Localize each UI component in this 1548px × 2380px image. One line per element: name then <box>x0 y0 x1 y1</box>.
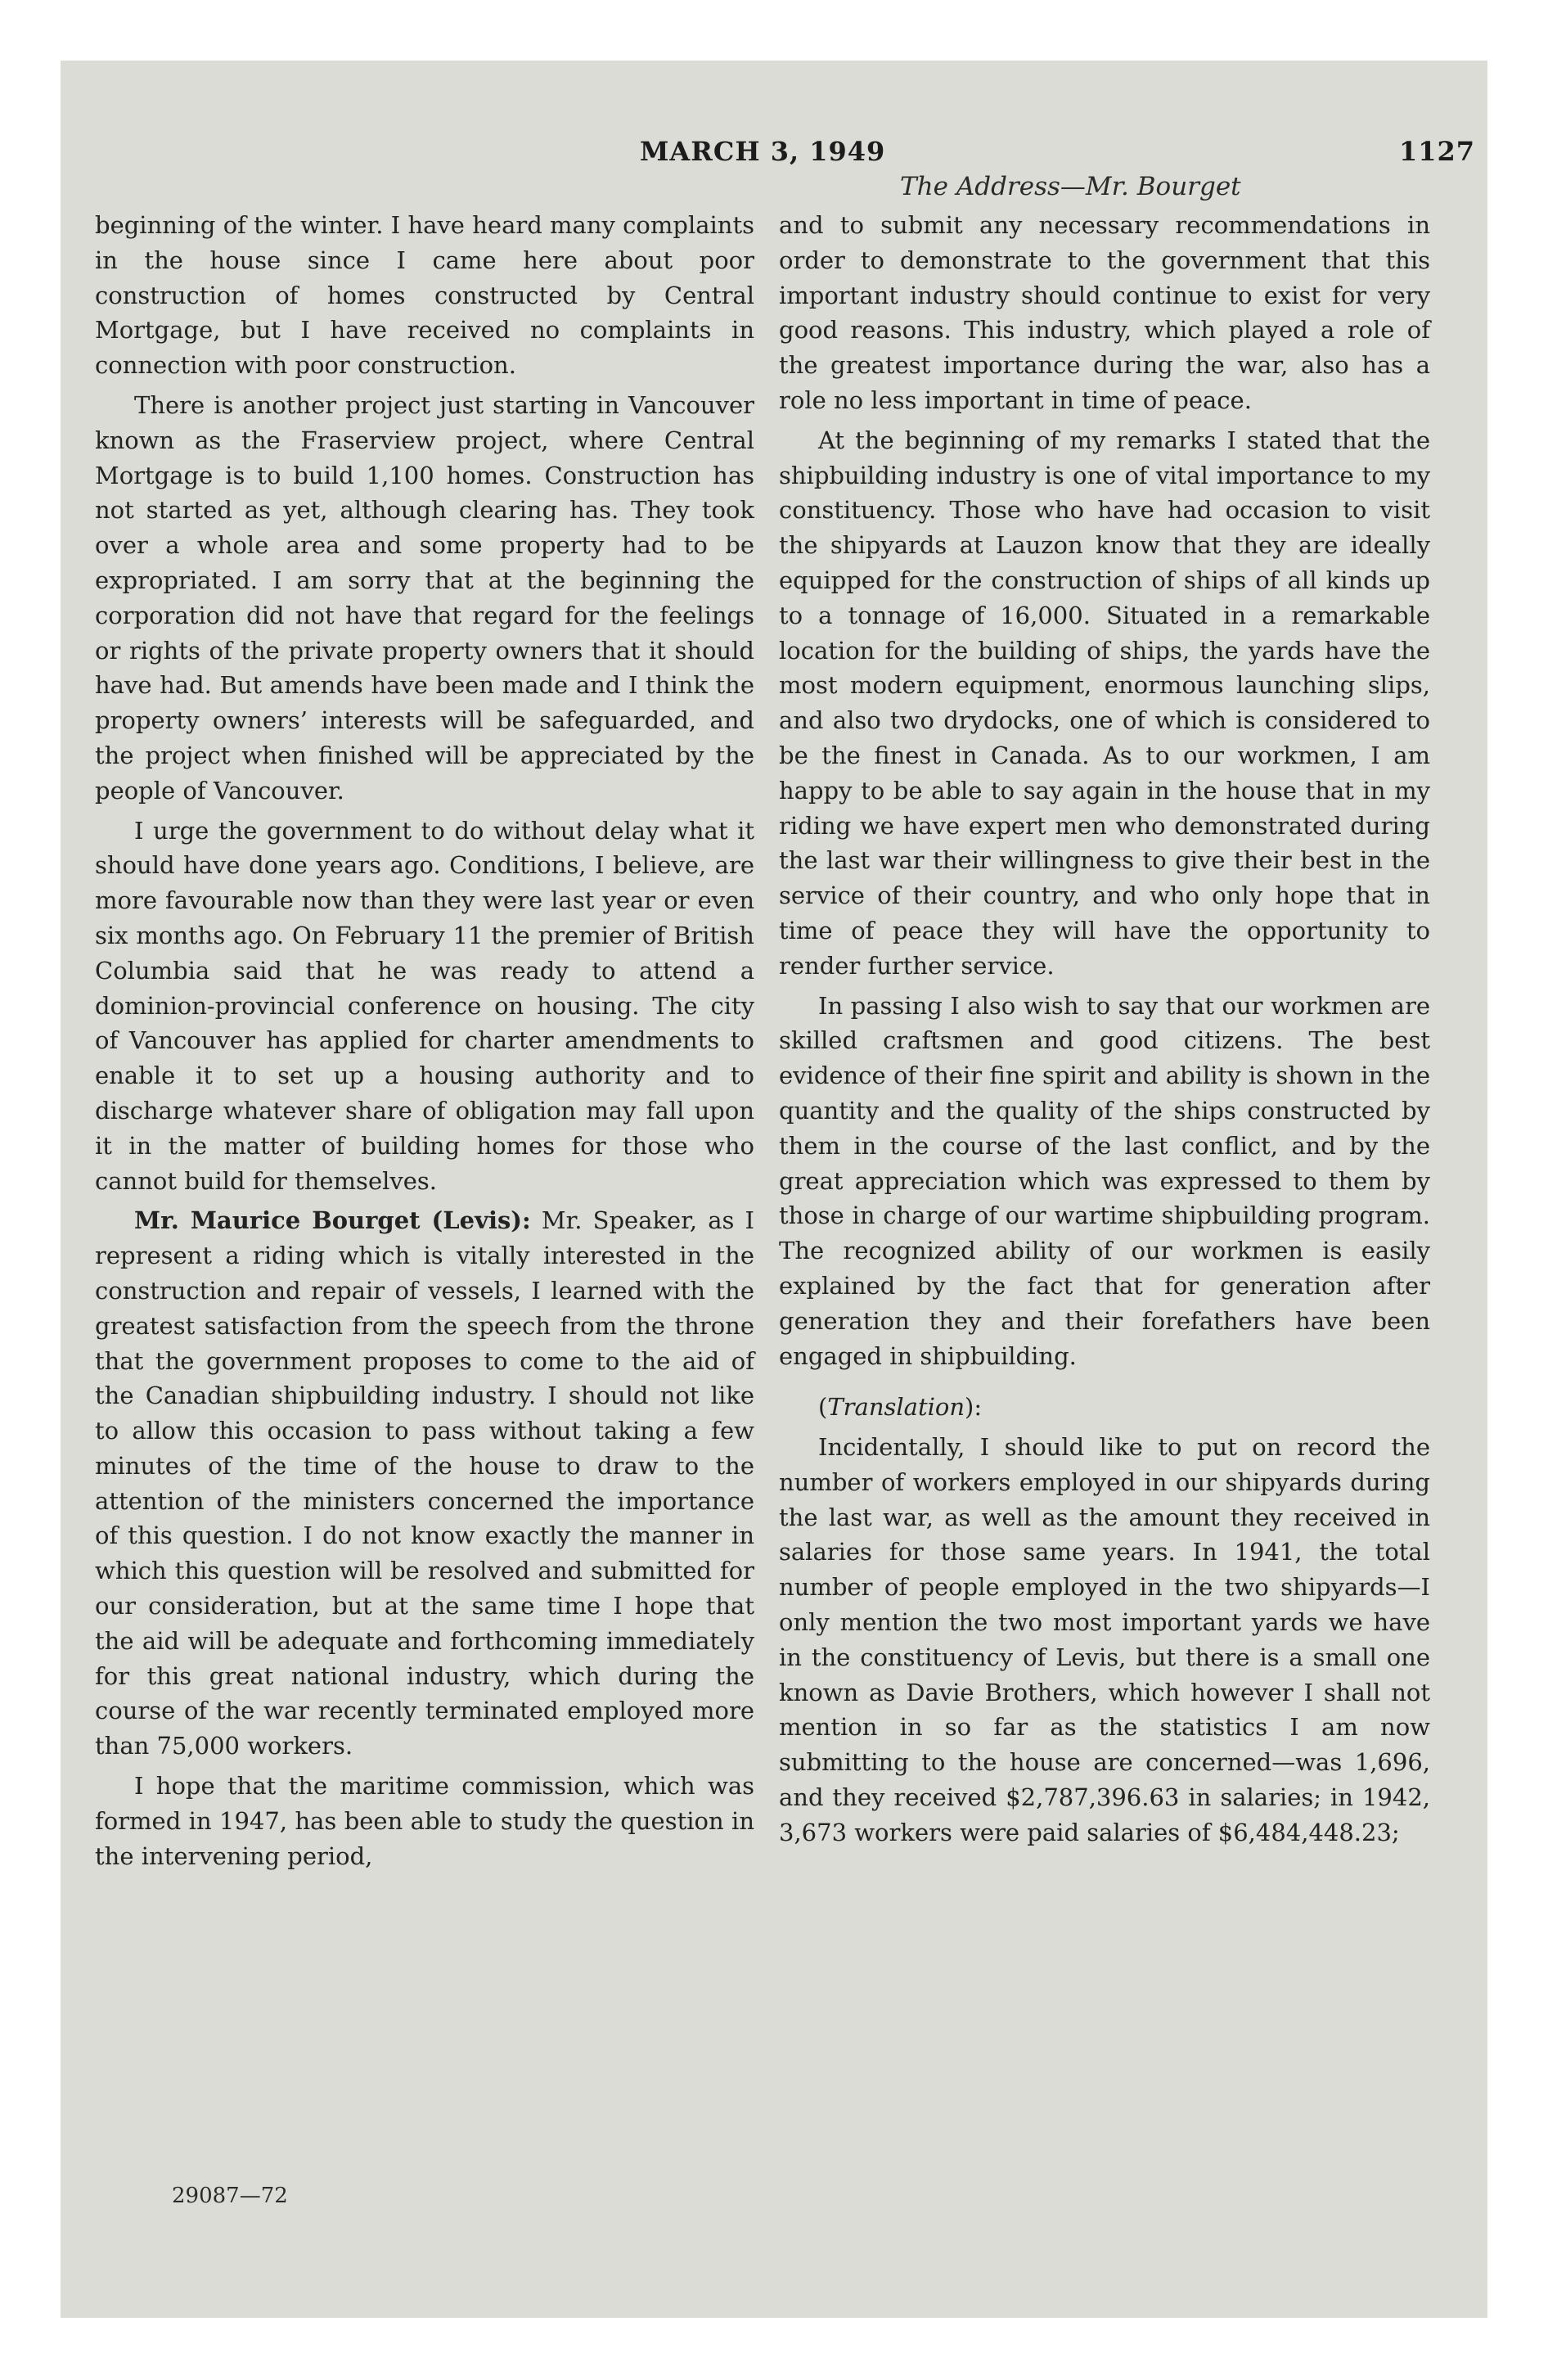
page-date: MARCH 3, 1949 <box>640 136 886 167</box>
paragraph: I hope that the maritime commission, which was formed in 1947, has been able to study the question in the intervening period, <box>95 1772 754 1870</box>
page-number: 1127 <box>1399 136 1476 167</box>
right-column <box>779 208 1430 1855</box>
paragraph: In passing I also wish to say that our workmen are skilled craftsmen and good citizens. The best evidence of their fine spirit and ability is shown in the quantity and the quality of the ships constructed by them in the course of the last conflict, and by the great appreciation which was expressed to them by those in charge of our wartime shipbuilding program. The recognized ability of our workmen is easily explained by the fact that for generation after generation they and their forefathers have been engaged in shipbuilding. <box>779 991 1430 1370</box>
running-title: The Address—Mr. Bourget <box>900 172 1241 201</box>
paragraph: and to submit any necessary recommendations in order to demonstrate to the government that this important industry should continue to exist for very good reasons. This industry, which played a role of the greatest importance during the war, also has a role no less important in time of peace. <box>779 211 1430 414</box>
speaker-name: Mr. Maurice Bourget (Levis): <box>134 1206 531 1235</box>
translation-marker <box>779 1390 1430 1425</box>
translation-open: ( <box>818 1393 828 1422</box>
left-column <box>95 208 754 1878</box>
paragraph: Incidentally, I should like to put on record the number of workers employed in our shipyards during the last war, as well as the amount they received in salaries for those same years. In 1941, the total number of people employed in the two shipyards—I only mention the two most important yards we have in the constituency of Levis, but there is a small one known as Davie Brothers, which however I shall not mention in so far as the statistics I am now submitting to the house are concerned—was 1,696, and they received $2,787,396.63 in salaries; in 1942, 3,673 workers were paid salaries of $6,484,448.23; <box>779 1433 1430 1846</box>
speech-paragraph <box>95 1203 754 1764</box>
paragraph: There is another project just starting in Vancouver known as the Fraserview project, where Central Mortgage is to build 1,100 homes. Construction has not started as yet, although clearing has. They took over a whole area and some property had to be expropriated. I am sorry that at the beginning the corporation did not have that regard for the feelings or rights of the private property owners that it should have had. But amends have been made and I think the property owners’ interests will be safeguarded, and the project when finished will be appreciated by the people of Vancouver. <box>95 390 754 805</box>
translation-close: ): <box>965 1393 983 1422</box>
printer-signature: 29087—72 <box>172 2184 288 2208</box>
paragraph: At the beginning of my remarks I stated that the shipbuilding industry is one of vital importance to my constituency. Those who have had occasion to visit the shipyards at Lauzon know that they are ideally equipped for the construction of ships of all kinds up to a tonnage of 16,000. Situated in a remarkable location for the building of ships, the yards have the most modern equipment, enormous launching slips, and also two drydocks, one of which is considered to be the finest in Canada. As to our workmen, I am happy to be able to say again in the house that in my riding we have expert men who demonstrated during the last war their willingness to give their best in the service of their country, and who only hope that in time of peace they will have the opportunity to render further service. <box>779 426 1430 980</box>
speech-text: Mr. Speaker, as I represent a riding which is vitally interested in the construction and repair of vessels, I learned with the greatest satisfaction from the speech from the throne that the government proposes to come to the aid of the Canadian shipbuilding industry. I should not like to allow this occasion to pass without taking a few minutes of the time of the house to draw to the attention of the ministers concerned the importance of this question. I do not know exactly the manner in which this question will be resolved and submitted for our consideration, but at the same time I hope that the aid will be adequate and forthcoming immediately for this great national industry, which during the course of the war recently terminated employed more than 75,000 workers. <box>95 1206 754 1760</box>
paragraph: beginning of the winter. I have heard many complaints in the house since I came here about poor construction of homes constructed by Central Mortgage, but I have received no complaints in connection with poor construction. <box>95 211 754 380</box>
paragraph: I urge the government to do without delay what it should have done years ago. Conditions, I believe, are more favourable now than they were last year or even six months ago. On February 11 the premier of British Columbia said that he was ready to attend a dominion-provincial conference on housing. The city of Vancouver has applied for charter amendments to enable it to set up a housing authority and to discharge whatever share of obligation may fall upon it in the matter of building homes for those who cannot build for themselves. <box>95 816 754 1195</box>
translation-label: Translation <box>827 1393 965 1422</box>
